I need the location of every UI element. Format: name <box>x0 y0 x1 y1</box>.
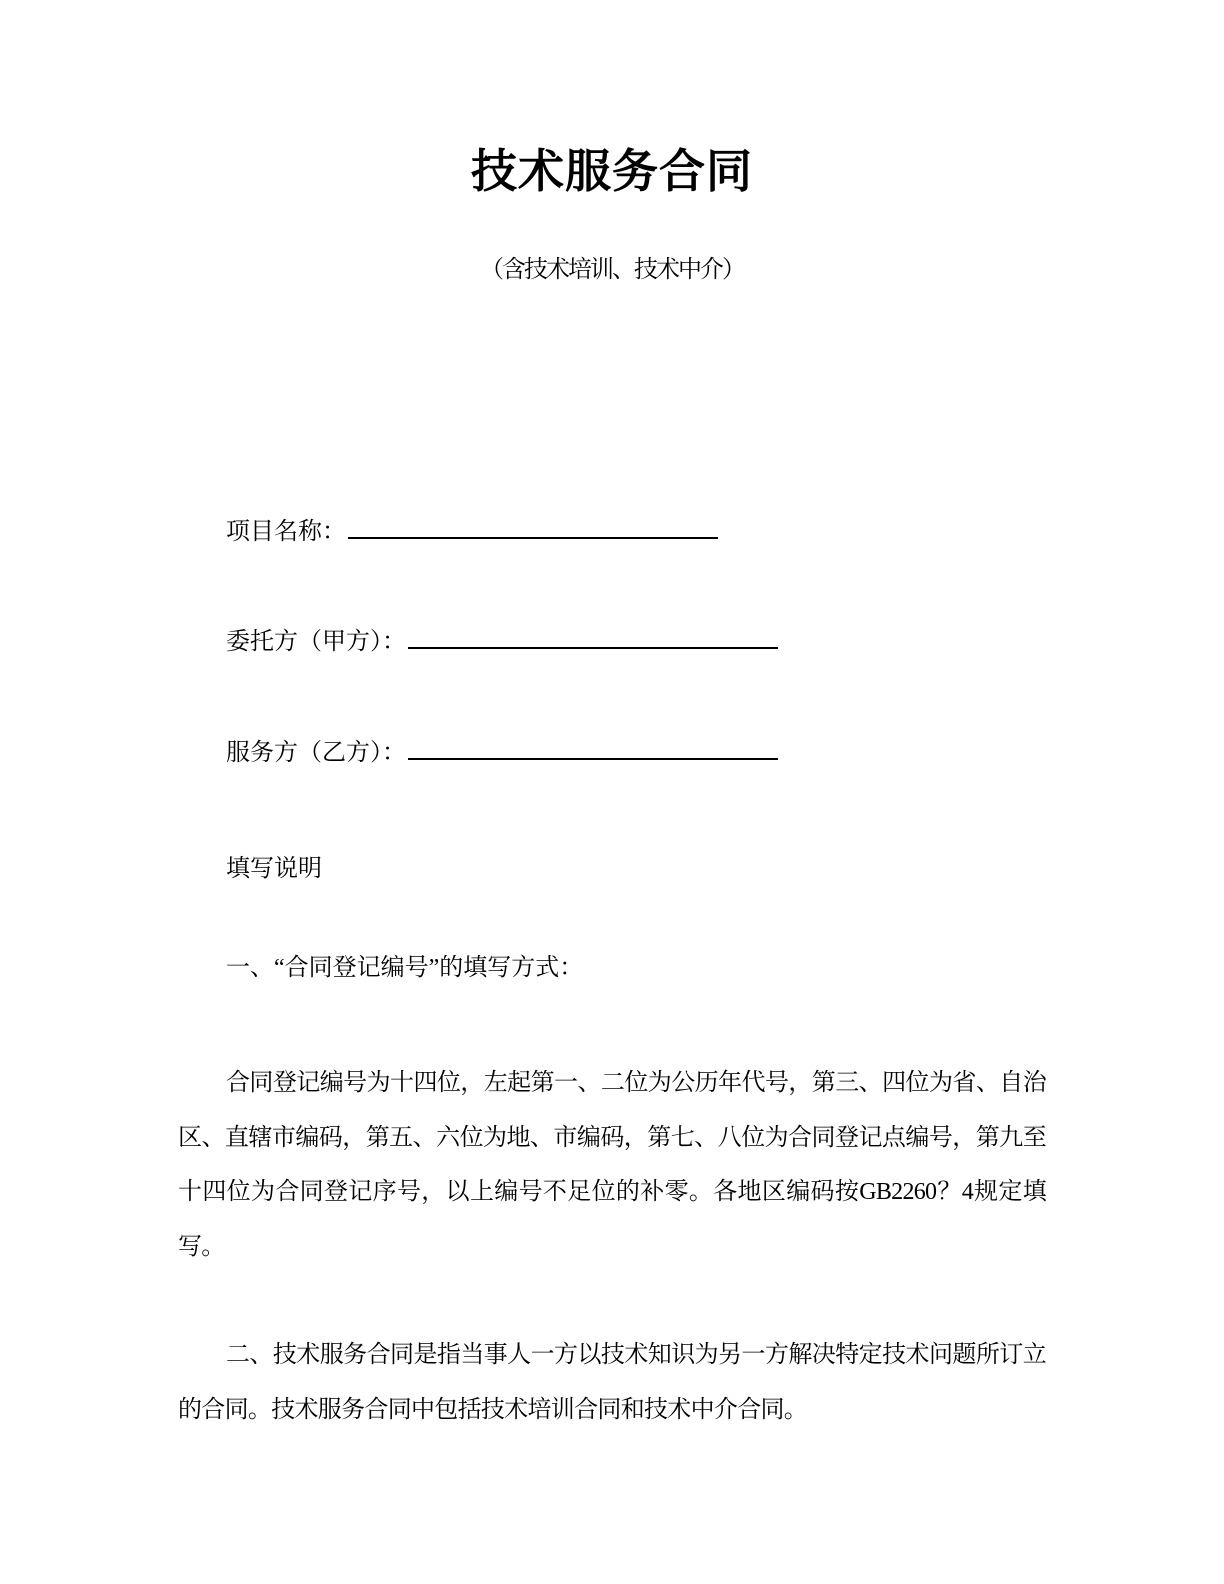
document-title: 技术服务合同 <box>471 145 753 197</box>
client-party-a-blank-field[interactable] <box>408 619 778 649</box>
instructions-heading: 填写说明 <box>226 855 322 882</box>
project-name-label: 项目名称： <box>226 519 346 545</box>
field-row-project-name <box>178 505 1046 560</box>
field-row-service-party-b <box>178 726 1046 781</box>
service-party-b-label: 服务方（乙方）： <box>226 740 406 767</box>
section-one-heading: 一、“合同登记编号”的填写方式： <box>226 955 584 982</box>
field-row-client-party-a <box>178 615 1046 670</box>
paragraph-registration-number-explanation: 合同登记编号为十四位，左起第一、二位为公历年代号，第三、四位为省、自治区、直辖市编码，第五、六位为地、市编码，第七、八位为合同登记点编号，第九至十四位为合同登记序号，以上编号不足位的补零。各地区编码按GB2260？4规定填写。 <box>178 1069 1046 1260</box>
document-subtitle: （含技术培训、技术中介） <box>480 257 744 283</box>
service-party-b-blank-field[interactable] <box>408 730 778 760</box>
client-party-a-label: 委托方（甲方）： <box>226 628 406 655</box>
project-name-blank-field[interactable] <box>348 509 718 539</box>
paragraph-contract-definition: 二、技术服务合同是指当事人一方以技术知识为另一方解决特定技术问题所订立的合同。技术服务合同中包括技术培训合同和技术中介合同。 <box>178 1342 1046 1423</box>
